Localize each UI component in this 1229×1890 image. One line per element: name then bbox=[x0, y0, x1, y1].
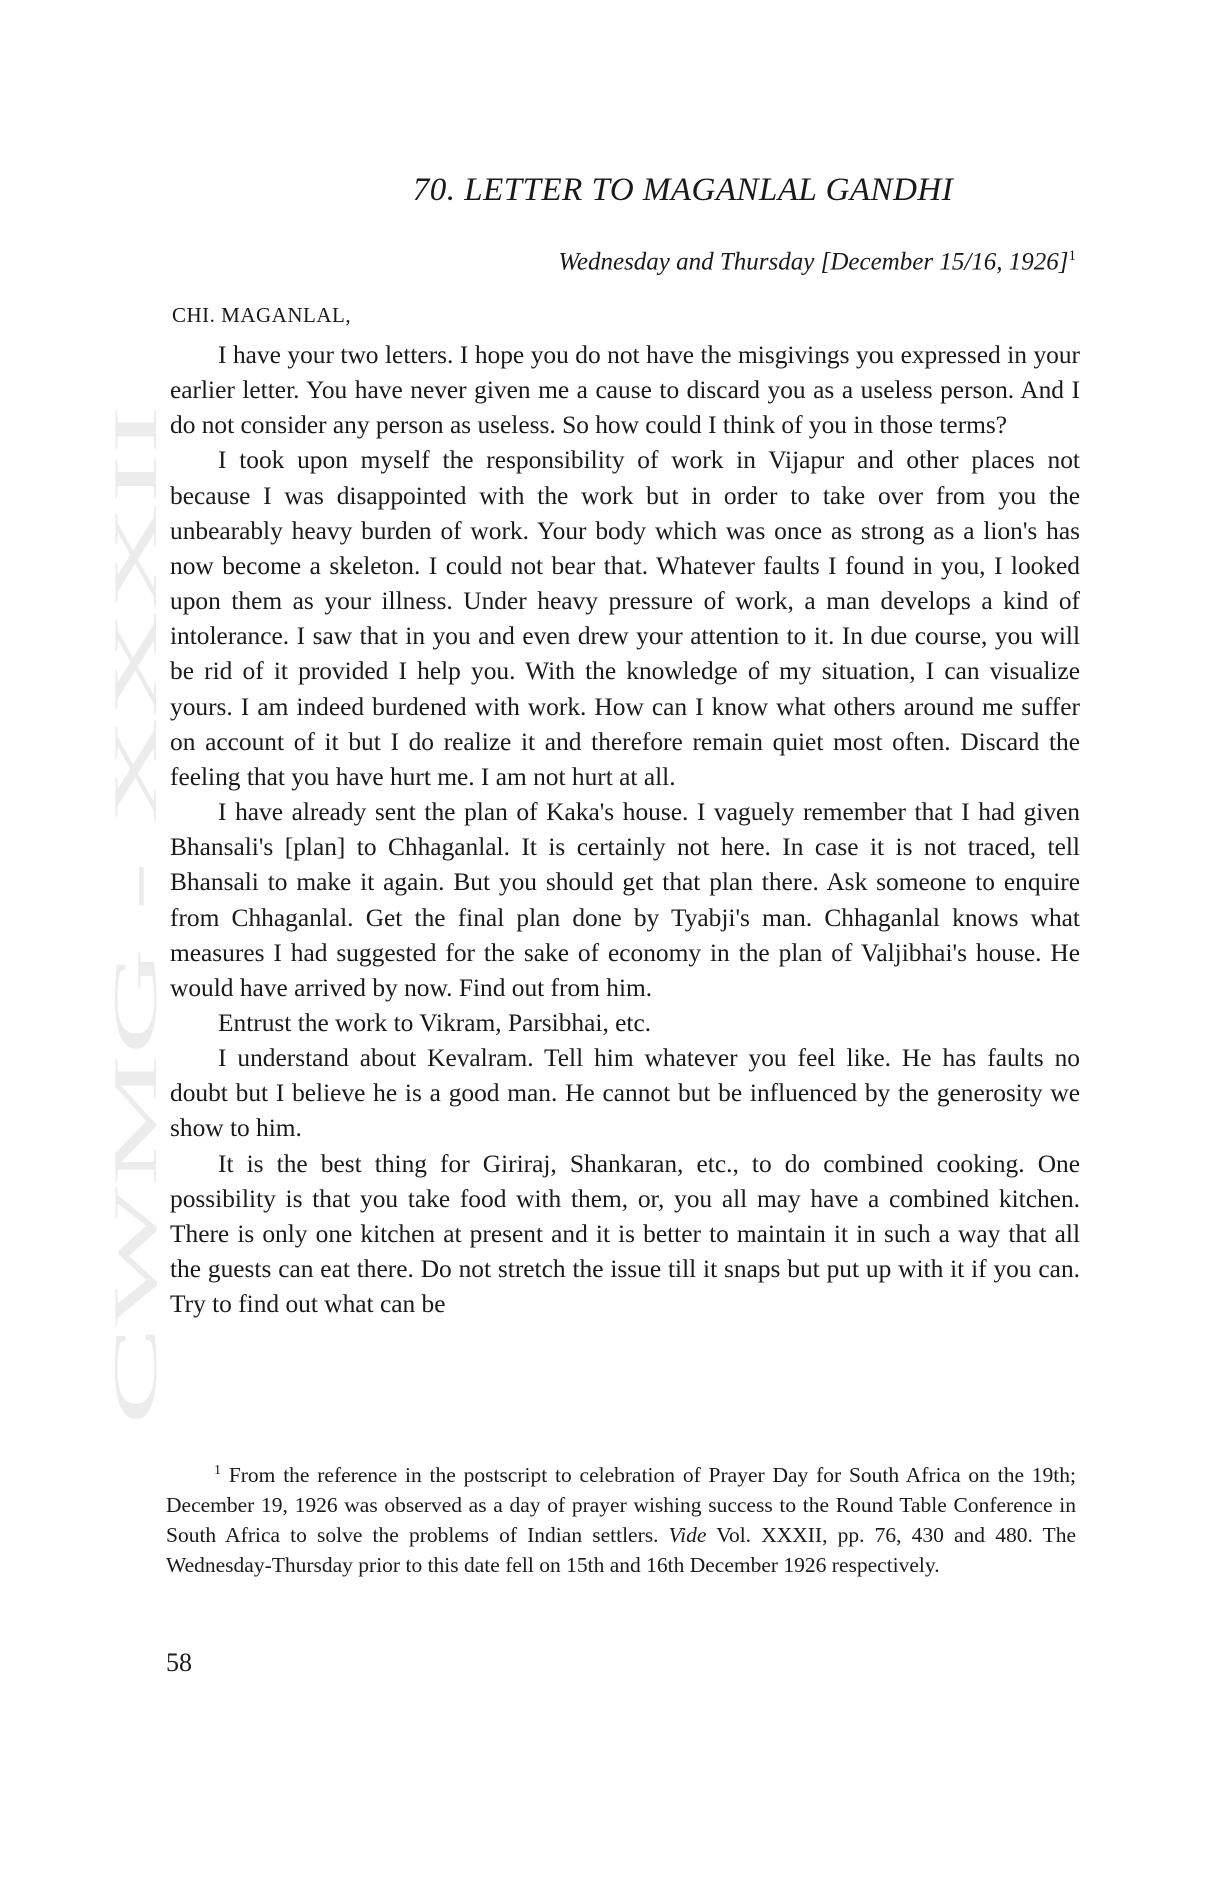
footnote-mark: 1 bbox=[214, 1463, 221, 1478]
watermark bbox=[102, 395, 172, 1425]
page-title: 70. LETTER TO MAGANLAL GANDHI bbox=[412, 172, 954, 208]
paragraph: It is the best thing for Giriraj, Shankaran, etc., to do combined cooking. One possibility is that you take food with them, or, you all may have a combined kitchen. There is only one kitchen at present and it is better to maintain it in such a way that all the guests can eat there. Do not stretch the issue till it snaps but put up with it if you can. Try to find out what can be bbox=[170, 1149, 1080, 1319]
footnote-vide: Vide bbox=[668, 1523, 707, 1548]
dateline-text: Wednesday and Thursday [December 15/16, 1926] bbox=[558, 248, 1069, 276]
paragraph: I understand about Kevalram. Tell him whatever you feel like. He has faults no doubt but I believe he is a good man. He cannot but be influenced by the generosity we show to him. bbox=[170, 1044, 1080, 1143]
watermark-graphic bbox=[102, 395, 172, 1425]
footnotes bbox=[166, 1456, 1076, 1580]
paragraph: Entrust the work to Vikram, Parsibhai, etc. bbox=[218, 1008, 652, 1037]
page-number: 58 bbox=[166, 1648, 192, 1677]
footnote-reference-mark: 1 bbox=[1068, 248, 1076, 264]
paragraph: I took upon myself the responsibility of work in Vijapur and other places not because I was disappointed with the work but in order to take over from you the unbearably heavy burden of work. Your body which was once as strong as a lion's has now become a skeleton. I could not bear that. Whatever faults I found in you, I looked upon them as your illness. Under heavy pressure of work, a man develops a kind of intolerance. I saw that in you and even drew your attention to it. In due course, you will be rid of it provided I help you. With the knowledge of my situation, I can visualize yours. I am indeed burdened with work. How can I know what others around me suffer on account of it but I do realize it and therefore remain quiet most often. Discard the feeling that you have hurt me. I am not hurt at all. bbox=[170, 446, 1080, 791]
footnote bbox=[166, 1456, 1076, 1580]
salutation: CHI. MAGANLAL, bbox=[172, 303, 352, 327]
paragraph: I have your two letters. I hope you do not have the misgivings you expressed in your earlier letter. You have never given me a cause to discard you as a useless person. And I do not consider any person as useless. So how could I think of you in those terms? bbox=[170, 341, 1080, 440]
dateline bbox=[558, 248, 1076, 276]
watermark-text: CWMG - XXXII bbox=[102, 997, 170, 1425]
paragraph: I have already sent the plan of Kaka's house. I vaguely remember that I had given Bhansali's [plan] to Chhaganlal. It is certainly not here. In case it is not traced, tell Bhansali to make it again. But you should get that plan there. Ask someone to enquire from Chhaganlal. Get the final plan done by Tyabji's man. Chhaganlal knows what measures I had suggested for the sake of economy in the plan of Valjibhai's house. He would have arrived by now. Find out from him. bbox=[170, 798, 1080, 1002]
letter-body bbox=[170, 338, 1080, 1322]
footnote-text-1: From the reference in the postscript to celebration of Prayer Day for South Africa on the 19th; December 19, 1926 was observed as a day of prayer wishing success to the Round Table Conference in South Africa to solve the problems of Indian settlers. bbox=[166, 1463, 1076, 1548]
footnote-text-2: Vol. XXXII, pp. 76, 430 and 480. The Wednesday-Thursday prior to this date fell on 15th and 16th December 1926 respectively. bbox=[166, 1523, 1076, 1578]
